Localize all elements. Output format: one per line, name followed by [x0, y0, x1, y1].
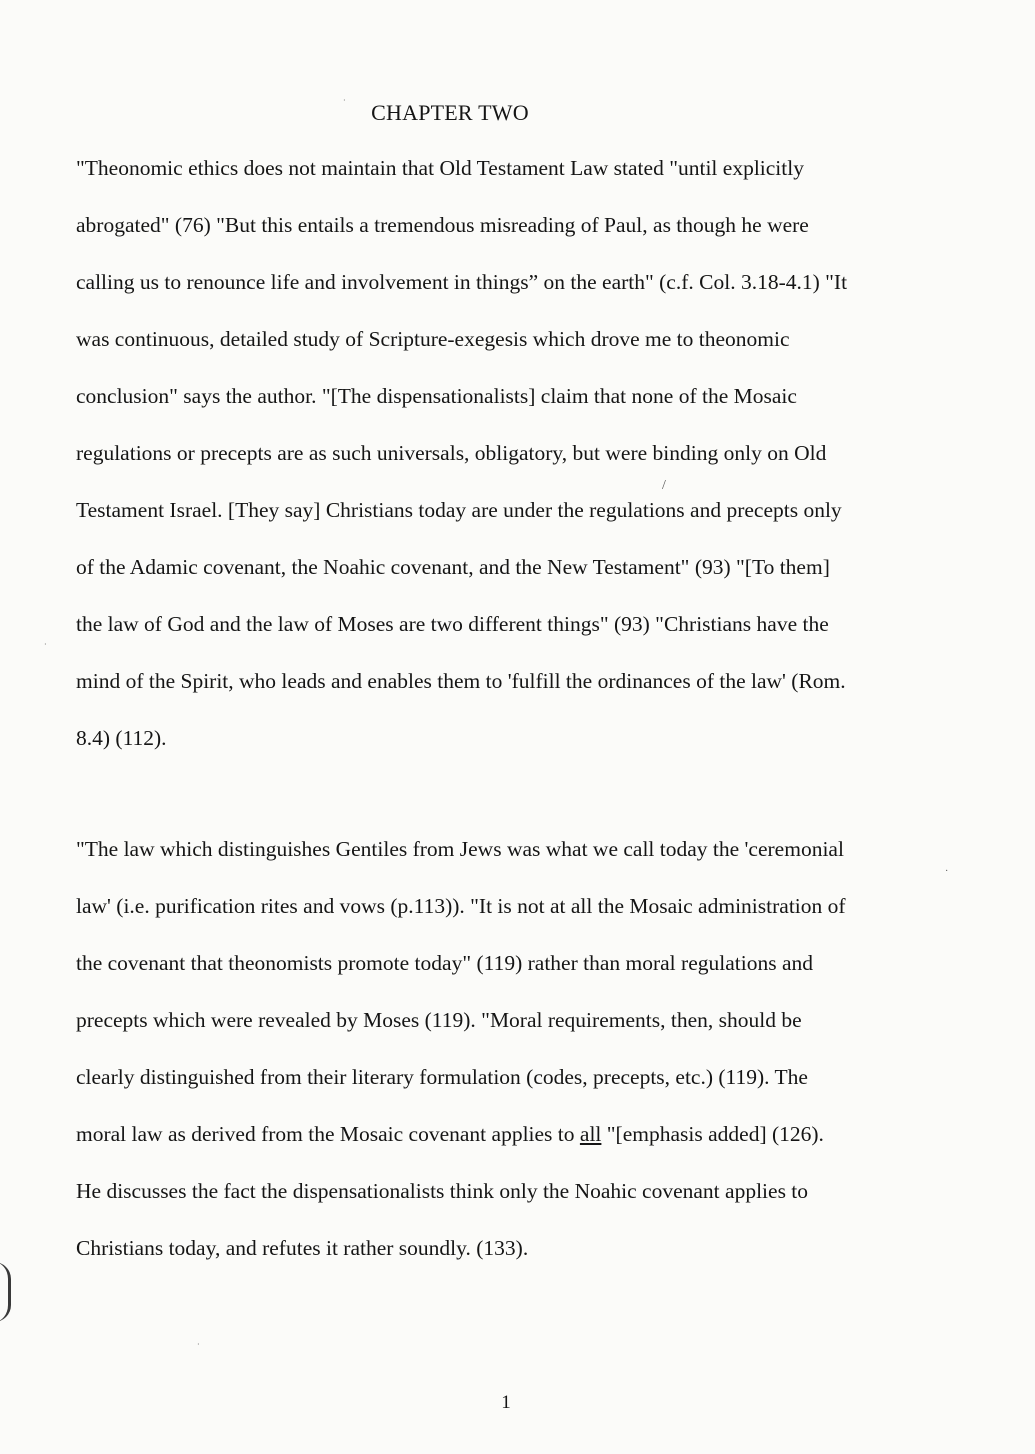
chapter-title: CHAPTER TWO — [371, 100, 529, 125]
text-line: the covenant that theonomists promote today" (119) rather than moral regulations and — [76, 951, 813, 975]
text-line: "Theonomic ethics does not maintain that Old Testament Law stated "until explicitly — [76, 156, 804, 180]
text-line: precepts which were revealed by Moses (119). "Moral requirements, then, should be — [76, 1008, 802, 1032]
scan-edge-mark — [0, 1262, 11, 1322]
scan-speck: · — [945, 866, 949, 877]
text-line: "The law which distinguishes Gentiles from Jews was what we call today the 'ceremonial — [76, 837, 844, 861]
text-segment: moral law as derived from the Mosaic covenant applies to — [76, 1122, 580, 1146]
scan-speck: · — [44, 640, 47, 649]
scan-speck: / — [662, 478, 666, 493]
text-line: mind of the Spirit, who leads and enables them to 'fulfill the ordinances of the law' (Rom. — [76, 669, 846, 693]
text-line-emphasis — [76, 1106, 946, 1163]
text-line: He discusses the fact the dispensationalists think only the Noahic covenant applies to — [76, 1179, 809, 1203]
page-number: 1 — [501, 1392, 511, 1413]
text-line: Testament Israel. [They say] Christians today are under the regulations and precepts only — [76, 498, 842, 522]
text-line: conclusion" says the author. "[The dispensationalists] claim that none of the Mosaic — [76, 384, 797, 408]
emphasis-word: all — [579, 1122, 602, 1146]
text-line: clearly distinguished from their literary formulation (codes, precepts, etc.) (119). The — [76, 1065, 808, 1089]
text-line: law' (i.e. purification rites and vows (p.113)). "It is not at all the Mosaic administration of — [76, 894, 846, 918]
scan-speck: · — [343, 96, 346, 105]
text-line: the law of God and the law of Moses are two different things" (93) "Christians have the — [76, 612, 829, 636]
paragraph-1 — [76, 140, 946, 767]
text-line: of the Adamic covenant, the Noahic covenant, and the New Testament" (93) "[To them] — [76, 555, 830, 579]
paragraph-2 — [76, 821, 949, 1277]
text-line: Christians today, and refutes it rather soundly. (133). — [76, 1236, 529, 1260]
text-line: calling us to renounce life and involvement in things” on the earth" (c.f. Col. 3.18-4.1) "It — [76, 270, 848, 294]
text-line: 8.4) (112). — [76, 726, 167, 750]
text-line: regulations or precepts are as such universals, obligatory, but were binding only on Old — [76, 441, 827, 465]
text-segment: "[emphasis added] (126). — [601, 1122, 824, 1146]
text-line: was continuous, detailed study of Scripture-exegesis which drove me to theonomic — [76, 327, 790, 351]
scan-speck: · — [197, 1340, 200, 1349]
text-line: abrogated" (76) "But this entails a tremendous misreading of Paul, as though he were — [76, 213, 809, 237]
